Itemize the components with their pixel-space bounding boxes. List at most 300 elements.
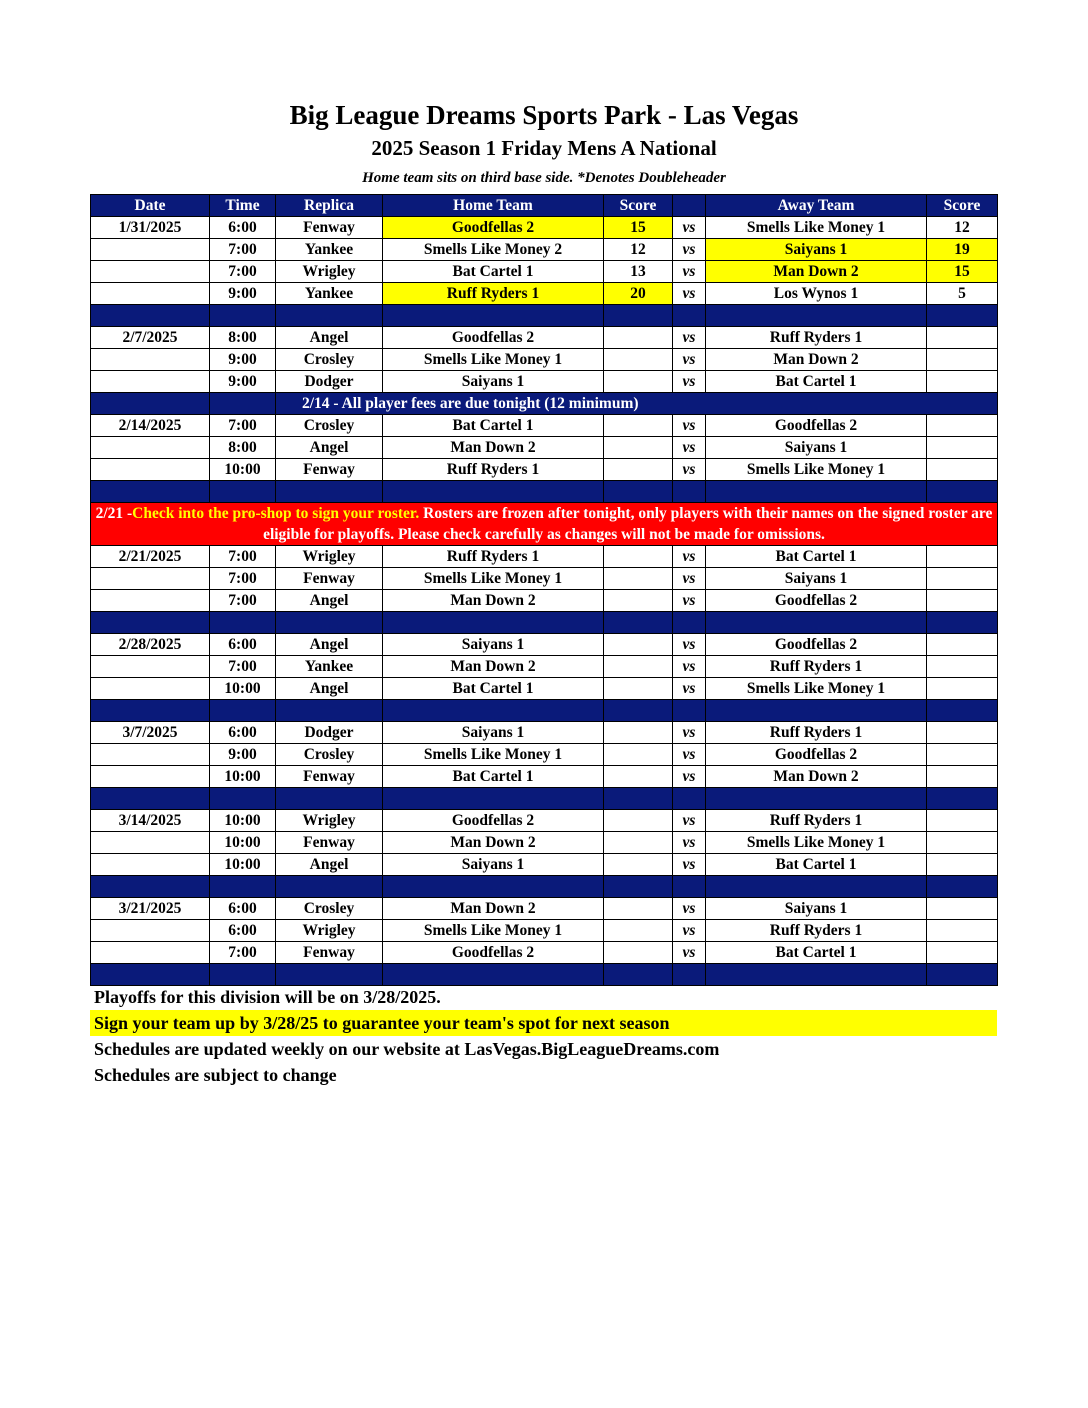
away-team-cell: Man Down 2	[706, 766, 927, 788]
replica-cell: Angel	[276, 590, 383, 612]
separator-cell	[706, 788, 927, 810]
separator-cell	[927, 612, 998, 634]
separator-cell	[673, 481, 706, 503]
date-cell	[91, 854, 210, 876]
separator-cell	[706, 305, 927, 327]
time-cell: 9:00	[210, 283, 276, 305]
replica-cell: Dodger	[276, 722, 383, 744]
away-team-cell: Bat Cartel 1	[706, 546, 927, 568]
table-row	[91, 832, 998, 854]
vs-cell: vs	[673, 371, 706, 393]
separator-cell	[91, 612, 210, 634]
table-row	[91, 415, 998, 437]
separator-cell	[91, 964, 210, 986]
table-row	[91, 766, 998, 788]
date-cell: 2/7/2025	[91, 327, 210, 349]
table-row	[91, 261, 998, 283]
separator-cell	[673, 788, 706, 810]
away-score-cell	[927, 920, 998, 942]
time-cell: 8:00	[210, 437, 276, 459]
time-cell: 6:00	[210, 920, 276, 942]
vs-cell: vs	[673, 766, 706, 788]
home-score-cell	[604, 942, 673, 964]
away-team-cell: Bat Cartel 1	[706, 854, 927, 876]
home-score-cell	[604, 327, 673, 349]
replica-cell: Angel	[276, 678, 383, 700]
date-cell	[91, 832, 210, 854]
alert-highlight-text: Check into the pro-shop to sign your roster.	[132, 505, 420, 522]
date-cell	[91, 656, 210, 678]
table-row	[91, 722, 998, 744]
time-cell: 9:00	[210, 744, 276, 766]
vs-cell: vs	[673, 546, 706, 568]
table-row	[91, 371, 998, 393]
col-header-vs	[673, 195, 706, 217]
separator-cell	[673, 876, 706, 898]
time-cell: 10:00	[210, 459, 276, 481]
date-cell	[91, 349, 210, 371]
date-cell	[91, 744, 210, 766]
separator-cell	[927, 305, 998, 327]
separator-cell	[706, 481, 927, 503]
table-row	[91, 568, 998, 590]
roster-alert	[91, 503, 998, 546]
date-cell	[91, 261, 210, 283]
home-team-cell: Bat Cartel 1	[383, 678, 604, 700]
time-cell: 7:00	[210, 590, 276, 612]
away-score-cell	[927, 744, 998, 766]
away-team-cell: Goodfellas 2	[706, 590, 927, 612]
home-score-cell: 13	[604, 261, 673, 283]
home-team-cell: Man Down 2	[383, 832, 604, 854]
separator-cell	[706, 964, 927, 986]
separator-cell	[604, 964, 673, 986]
time-cell: 7:00	[210, 546, 276, 568]
signup-note: Sign your team up by 3/28/25 to guarantee your team's spot for next season	[90, 1010, 997, 1036]
home-team-cell: Man Down 2	[383, 898, 604, 920]
vs-cell: vs	[673, 327, 706, 349]
separator-cell	[604, 700, 673, 722]
replica-cell: Crosley	[276, 415, 383, 437]
separator-cell	[927, 876, 998, 898]
table-row	[91, 459, 998, 481]
home-team-cell: Ruff Ryders 1	[383, 283, 604, 305]
col-header-home-score: Score	[604, 195, 673, 217]
vs-cell: vs	[673, 634, 706, 656]
home-score-cell: 20	[604, 283, 673, 305]
replica-cell: Angel	[276, 437, 383, 459]
date-cell: 2/21/2025	[91, 546, 210, 568]
home-score-cell: 12	[604, 239, 673, 261]
away-score-cell	[927, 349, 998, 371]
replica-cell: Wrigley	[276, 920, 383, 942]
home-score-cell	[604, 437, 673, 459]
home-team-cell: Saiyans 1	[383, 371, 604, 393]
vs-cell: vs	[673, 590, 706, 612]
away-score-cell	[927, 942, 998, 964]
separator-row	[91, 481, 998, 503]
date-cell: 2/28/2025	[91, 634, 210, 656]
table-row	[91, 546, 998, 568]
separator-cell	[276, 700, 383, 722]
alert-body-text: Rosters are frozen after tonight, only players with their names on the signed roster are eligible for playoffs. Please check carefully as changes will not be made for omissions.	[263, 505, 993, 543]
separator-cell	[91, 393, 210, 415]
home-team-cell: Smells Like Money 1	[383, 744, 604, 766]
away-team-cell: Smells Like Money 1	[706, 459, 927, 481]
away-team-cell: Ruff Ryders 1	[706, 327, 927, 349]
separator-cell	[91, 788, 210, 810]
date-cell	[91, 766, 210, 788]
date-cell	[91, 590, 210, 612]
home-score-cell	[604, 656, 673, 678]
time-cell: 7:00	[210, 568, 276, 590]
home-score-cell	[604, 810, 673, 832]
separator-cell	[927, 964, 998, 986]
time-cell: 10:00	[210, 678, 276, 700]
separator-cell	[210, 788, 276, 810]
time-cell: 9:00	[210, 349, 276, 371]
away-team-cell: Smells Like Money 1	[706, 832, 927, 854]
separator-cell	[210, 700, 276, 722]
time-cell: 8:00	[210, 327, 276, 349]
away-score-cell	[927, 371, 998, 393]
table-row	[91, 437, 998, 459]
table-row	[91, 942, 998, 964]
separator-row	[91, 612, 998, 634]
table-row	[91, 656, 998, 678]
separator-cell	[276, 612, 383, 634]
table-row	[91, 217, 998, 239]
alert-date: 2/21 -	[95, 505, 133, 522]
separator-cell	[91, 876, 210, 898]
date-cell	[91, 942, 210, 964]
home-team-cell: Smells Like Money 1	[383, 349, 604, 371]
separator-row	[91, 700, 998, 722]
home-score-cell	[604, 371, 673, 393]
vs-cell: vs	[673, 920, 706, 942]
time-cell: 6:00	[210, 722, 276, 744]
col-header-replica: Replica	[276, 195, 383, 217]
replica-cell: Dodger	[276, 371, 383, 393]
away-score-cell	[927, 766, 998, 788]
table-row	[91, 634, 998, 656]
home-team-cell: Ruff Ryders 1	[383, 459, 604, 481]
separator-cell	[927, 700, 998, 722]
away-score-cell: 19	[927, 239, 998, 261]
separator-cell	[276, 788, 383, 810]
date-cell: 2/14/2025	[91, 415, 210, 437]
separator-cell	[383, 612, 604, 634]
away-score-cell: 12	[927, 217, 998, 239]
away-score-cell	[927, 634, 998, 656]
separator-cell	[276, 876, 383, 898]
home-score-cell	[604, 744, 673, 766]
schedule-note: Home team sits on third base side. *Denotes Doubleheader	[362, 170, 726, 186]
away-team-cell: Los Wynos 1	[706, 283, 927, 305]
schedule-table	[90, 194, 998, 986]
away-score-cell: 5	[927, 283, 998, 305]
date-cell	[91, 239, 210, 261]
away-team-cell: Saiyans 1	[706, 437, 927, 459]
replica-cell: Angel	[276, 634, 383, 656]
home-score-cell	[604, 678, 673, 700]
home-team-cell: Man Down 2	[383, 590, 604, 612]
time-cell: 7:00	[210, 656, 276, 678]
home-score-cell	[604, 832, 673, 854]
separator-cell	[383, 876, 604, 898]
vs-cell: vs	[673, 261, 706, 283]
separator-row	[91, 964, 998, 986]
vs-cell: vs	[673, 349, 706, 371]
home-team-cell: Smells Like Money 1	[383, 920, 604, 942]
vs-cell: vs	[673, 656, 706, 678]
vs-cell: vs	[673, 898, 706, 920]
away-team-cell: Goodfellas 2	[706, 634, 927, 656]
separator-cell	[673, 700, 706, 722]
time-cell: 10:00	[210, 766, 276, 788]
separator-cell	[91, 700, 210, 722]
time-cell: 7:00	[210, 942, 276, 964]
away-team-cell: Man Down 2	[706, 261, 927, 283]
separator-cell	[210, 393, 276, 415]
replica-cell: Yankee	[276, 656, 383, 678]
away-score-cell	[927, 678, 998, 700]
home-team-cell: Ruff Ryders 1	[383, 546, 604, 568]
page-title: Big League Dreams Sports Park - Las Vegas	[289, 100, 799, 130]
replica-cell: Yankee	[276, 283, 383, 305]
separator-cell	[604, 612, 673, 634]
home-score-cell	[604, 920, 673, 942]
time-cell: 10:00	[210, 854, 276, 876]
separator-cell	[604, 481, 673, 503]
time-cell: 6:00	[210, 898, 276, 920]
separator-cell	[383, 964, 604, 986]
vs-cell: vs	[673, 832, 706, 854]
home-score-cell	[604, 722, 673, 744]
separator-cell	[604, 876, 673, 898]
separator-row	[91, 305, 998, 327]
separator-cell	[91, 305, 210, 327]
table-row	[91, 590, 998, 612]
away-team-cell: Smells Like Money 1	[706, 217, 927, 239]
away-score-cell	[927, 437, 998, 459]
separator-cell	[673, 305, 706, 327]
table-row	[91, 678, 998, 700]
roster-alert-row	[91, 503, 998, 546]
replica-cell: Crosley	[276, 898, 383, 920]
home-team-cell: Man Down 2	[383, 437, 604, 459]
away-team-cell: Smells Like Money 1	[706, 678, 927, 700]
separator-row	[91, 788, 998, 810]
vs-cell: vs	[673, 744, 706, 766]
away-score-cell	[927, 810, 998, 832]
table-header-row	[91, 195, 998, 217]
schedule-body	[91, 217, 998, 986]
separator-row	[91, 876, 998, 898]
home-score-cell	[604, 546, 673, 568]
away-team-cell: Saiyans 1	[706, 898, 927, 920]
separator-cell	[210, 305, 276, 327]
home-score-cell	[604, 854, 673, 876]
time-cell: 10:00	[210, 832, 276, 854]
date-cell	[91, 283, 210, 305]
away-team-cell: Man Down 2	[706, 349, 927, 371]
away-score-cell	[927, 854, 998, 876]
home-team-cell: Saiyans 1	[383, 634, 604, 656]
vs-cell: vs	[673, 459, 706, 481]
replica-cell: Wrigley	[276, 810, 383, 832]
home-score-cell	[604, 568, 673, 590]
table-row	[91, 327, 998, 349]
notice-row	[91, 393, 998, 415]
separator-cell	[927, 788, 998, 810]
date-cell: 3/7/2025	[91, 722, 210, 744]
separator-cell	[210, 964, 276, 986]
away-team-cell: Ruff Ryders 1	[706, 722, 927, 744]
home-team-cell: Bat Cartel 1	[383, 261, 604, 283]
home-score-cell	[604, 349, 673, 371]
replica-cell: Angel	[276, 327, 383, 349]
away-score-cell	[927, 722, 998, 744]
vs-cell: vs	[673, 854, 706, 876]
col-header-home-team: Home Team	[383, 195, 604, 217]
away-score-cell: 15	[927, 261, 998, 283]
separator-cell	[383, 788, 604, 810]
date-cell	[91, 678, 210, 700]
date-cell	[91, 371, 210, 393]
table-row	[91, 920, 998, 942]
separator-cell	[706, 612, 927, 634]
time-cell: 7:00	[210, 239, 276, 261]
separator-cell	[673, 612, 706, 634]
away-score-cell	[927, 898, 998, 920]
away-score-cell	[927, 590, 998, 612]
date-cell	[91, 920, 210, 942]
home-score-cell	[604, 634, 673, 656]
separator-cell	[927, 481, 998, 503]
time-cell: 6:00	[210, 217, 276, 239]
away-score-cell	[927, 832, 998, 854]
fee-notice: 2/14 - All player fees are due tonight (12 minimum)	[276, 393, 998, 415]
separator-cell	[604, 305, 673, 327]
date-cell	[91, 437, 210, 459]
col-header-date: Date	[91, 195, 210, 217]
away-score-cell	[927, 459, 998, 481]
separator-cell	[673, 964, 706, 986]
replica-cell: Crosley	[276, 349, 383, 371]
replica-cell: Crosley	[276, 744, 383, 766]
table-row	[91, 898, 998, 920]
time-cell: 10:00	[210, 810, 276, 832]
away-score-cell	[927, 327, 998, 349]
home-team-cell: Goodfellas 2	[383, 217, 604, 239]
home-team-cell: Saiyans 1	[383, 854, 604, 876]
replica-cell: Angel	[276, 854, 383, 876]
away-team-cell: Goodfellas 2	[706, 415, 927, 437]
separator-cell	[276, 964, 383, 986]
separator-cell	[604, 788, 673, 810]
replica-cell: Fenway	[276, 942, 383, 964]
home-team-cell: Saiyans 1	[383, 722, 604, 744]
home-team-cell: Bat Cartel 1	[383, 415, 604, 437]
vs-cell: vs	[673, 810, 706, 832]
separator-cell	[210, 612, 276, 634]
home-team-cell: Goodfellas 2	[383, 810, 604, 832]
vs-cell: vs	[673, 217, 706, 239]
away-team-cell: Ruff Ryders 1	[706, 656, 927, 678]
col-header-time: Time	[210, 195, 276, 217]
date-cell	[91, 459, 210, 481]
website-note: Schedules are updated weekly on our website at LasVegas.BigLeagueDreams.com	[94, 1039, 720, 1059]
table-row	[91, 239, 998, 261]
replica-cell: Fenway	[276, 766, 383, 788]
home-team-cell: Bat Cartel 1	[383, 766, 604, 788]
home-score-cell: 15	[604, 217, 673, 239]
away-team-cell: Bat Cartel 1	[706, 942, 927, 964]
vs-cell: vs	[673, 722, 706, 744]
replica-cell: Fenway	[276, 217, 383, 239]
change-note: Schedules are subject to change	[94, 1065, 337, 1085]
vs-cell: vs	[673, 239, 706, 261]
away-team-cell: Saiyans 1	[706, 239, 927, 261]
home-team-cell: Goodfellas 2	[383, 327, 604, 349]
vs-cell: vs	[673, 942, 706, 964]
away-score-cell	[927, 415, 998, 437]
separator-cell	[383, 481, 604, 503]
replica-cell: Wrigley	[276, 261, 383, 283]
separator-cell	[276, 305, 383, 327]
home-team-cell: Smells Like Money 2	[383, 239, 604, 261]
date-cell: 3/21/2025	[91, 898, 210, 920]
time-cell: 6:00	[210, 634, 276, 656]
away-team-cell: Ruff Ryders 1	[706, 810, 927, 832]
vs-cell: vs	[673, 437, 706, 459]
time-cell: 7:00	[210, 415, 276, 437]
away-team-cell: Goodfellas 2	[706, 744, 927, 766]
vs-cell: vs	[673, 568, 706, 590]
home-team-cell: Goodfellas 2	[383, 942, 604, 964]
separator-cell	[706, 700, 927, 722]
table-row	[91, 854, 998, 876]
separator-cell	[276, 481, 383, 503]
col-header-away-score: Score	[927, 195, 998, 217]
separator-cell	[210, 876, 276, 898]
separator-cell	[383, 700, 604, 722]
time-cell: 9:00	[210, 371, 276, 393]
away-team-cell: Bat Cartel 1	[706, 371, 927, 393]
vs-cell: vs	[673, 283, 706, 305]
table-row	[91, 283, 998, 305]
date-cell	[91, 568, 210, 590]
table-row	[91, 810, 998, 832]
away-score-cell	[927, 568, 998, 590]
replica-cell: Yankee	[276, 239, 383, 261]
replica-cell: Fenway	[276, 832, 383, 854]
date-cell: 3/14/2025	[91, 810, 210, 832]
replica-cell: Fenway	[276, 459, 383, 481]
col-header-away-team: Away Team	[706, 195, 927, 217]
separator-cell	[706, 876, 927, 898]
away-team-cell: Saiyans 1	[706, 568, 927, 590]
home-score-cell	[604, 415, 673, 437]
date-cell: 1/31/2025	[91, 217, 210, 239]
table-row	[91, 349, 998, 371]
replica-cell: Wrigley	[276, 546, 383, 568]
playoffs-note: Playoffs for this division will be on 3/28/2025.	[94, 987, 441, 1007]
home-team-cell: Man Down 2	[383, 656, 604, 678]
separator-cell	[91, 481, 210, 503]
away-score-cell	[927, 656, 998, 678]
